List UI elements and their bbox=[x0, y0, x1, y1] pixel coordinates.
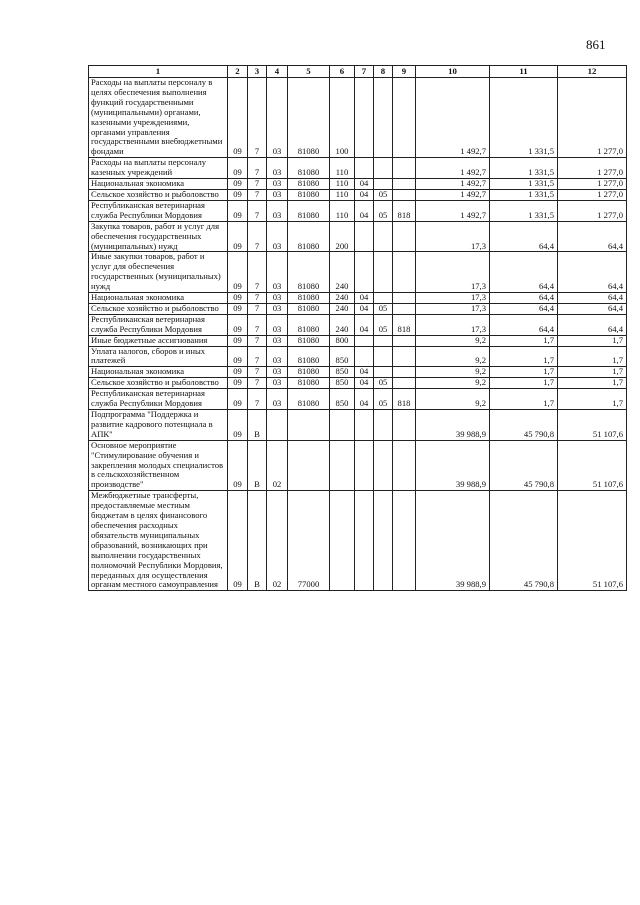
row-value-cell: 64,4 bbox=[558, 252, 627, 293]
row-value-cell: 1 331,5 bbox=[490, 158, 558, 179]
row-value-cell: 17,3 bbox=[416, 252, 490, 293]
row-value-cell: В bbox=[248, 440, 267, 491]
row-name-cell: Межбюджетные трансферты, предоставляемые местным бюджетам в целях финансового обеспечения расходных обязательств муниципальных образований, возникающих при выполнении государственных полномочий Республики Мордовия, переданных для осуществления органам местного самоуправления bbox=[89, 491, 228, 591]
table-row bbox=[89, 221, 627, 252]
row-value-cell: 81080 bbox=[288, 378, 330, 389]
row-value-cell: 05 bbox=[374, 200, 393, 221]
table-row bbox=[89, 200, 627, 221]
row-value-cell: 1 277,0 bbox=[558, 158, 627, 179]
row-value-cell: 05 bbox=[374, 389, 393, 410]
row-value-cell bbox=[374, 440, 393, 491]
header-cell: 2 bbox=[228, 66, 248, 78]
row-value-cell: 04 bbox=[355, 293, 374, 304]
row-value-cell: 7 bbox=[248, 179, 267, 190]
table-row bbox=[89, 346, 627, 367]
row-value-cell: 51 107,6 bbox=[558, 410, 627, 441]
row-name-cell: Республиканская ветеринарная служба Республики Мордовия bbox=[89, 314, 228, 335]
row-value-cell: 1 492,7 bbox=[416, 179, 490, 190]
row-value-cell: 64,4 bbox=[490, 252, 558, 293]
row-value-cell: 45 790,8 bbox=[490, 491, 558, 591]
row-name-cell: Иные закупки товаров, работ и услуг для обеспечения государственных (муниципальных) нужд bbox=[89, 252, 228, 293]
table-row bbox=[89, 389, 627, 410]
row-value-cell bbox=[374, 346, 393, 367]
row-value-cell: 1,7 bbox=[558, 335, 627, 346]
row-value-cell: 81080 bbox=[288, 78, 330, 158]
row-value-cell: 09 bbox=[228, 491, 248, 591]
row-name-cell: Расходы на выплаты персоналу казенных учреждений bbox=[89, 158, 228, 179]
row-value-cell: 81080 bbox=[288, 346, 330, 367]
row-value-cell: 39 988,9 bbox=[416, 440, 490, 491]
row-value-cell: 818 bbox=[393, 200, 416, 221]
row-value-cell: 1,7 bbox=[490, 335, 558, 346]
row-value-cell bbox=[355, 252, 374, 293]
table-row bbox=[89, 158, 627, 179]
header-cell: 7 bbox=[355, 66, 374, 78]
table-row bbox=[89, 410, 627, 441]
row-value-cell: 09 bbox=[228, 293, 248, 304]
row-value-cell bbox=[355, 335, 374, 346]
row-value-cell bbox=[288, 440, 330, 491]
row-value-cell: 09 bbox=[228, 303, 248, 314]
row-value-cell: 1 492,7 bbox=[416, 200, 490, 221]
row-value-cell bbox=[393, 440, 416, 491]
row-value-cell: 7 bbox=[248, 78, 267, 158]
row-value-cell bbox=[374, 293, 393, 304]
row-value-cell: В bbox=[248, 410, 267, 441]
row-value-cell: 9,2 bbox=[416, 367, 490, 378]
row-value-cell bbox=[374, 78, 393, 158]
header-cell: 9 bbox=[393, 66, 416, 78]
row-value-cell: 03 bbox=[267, 293, 288, 304]
row-value-cell: 03 bbox=[267, 200, 288, 221]
row-value-cell: 04 bbox=[355, 200, 374, 221]
row-value-cell: 09 bbox=[228, 221, 248, 252]
row-value-cell: 7 bbox=[248, 303, 267, 314]
row-name-cell: Национальная экономика bbox=[89, 367, 228, 378]
row-value-cell: 03 bbox=[267, 367, 288, 378]
row-value-cell: 09 bbox=[228, 389, 248, 410]
header-row bbox=[89, 66, 627, 78]
row-value-cell: 03 bbox=[267, 335, 288, 346]
row-value-cell: 110 bbox=[330, 158, 355, 179]
row-value-cell: 09 bbox=[228, 78, 248, 158]
row-value-cell: 7 bbox=[248, 389, 267, 410]
row-value-cell bbox=[393, 221, 416, 252]
row-value-cell: 1 277,0 bbox=[558, 78, 627, 158]
row-value-cell: 240 bbox=[330, 303, 355, 314]
row-value-cell: 51 107,6 bbox=[558, 440, 627, 491]
row-value-cell bbox=[393, 378, 416, 389]
row-value-cell: 09 bbox=[228, 200, 248, 221]
header-cell: 3 bbox=[248, 66, 267, 78]
row-value-cell: 09 bbox=[228, 189, 248, 200]
row-value-cell: 03 bbox=[267, 378, 288, 389]
row-value-cell bbox=[374, 491, 393, 591]
row-value-cell: 77000 bbox=[288, 491, 330, 591]
row-value-cell: 04 bbox=[355, 378, 374, 389]
row-value-cell: 81080 bbox=[288, 158, 330, 179]
row-name-cell: Республиканская ветеринарная служба Республики Мордовия bbox=[89, 200, 228, 221]
row-value-cell: 81080 bbox=[288, 189, 330, 200]
row-value-cell bbox=[355, 410, 374, 441]
page-number: 861 bbox=[586, 37, 606, 52]
row-value-cell: 81080 bbox=[288, 179, 330, 190]
row-value-cell bbox=[393, 252, 416, 293]
row-value-cell: 100 bbox=[330, 78, 355, 158]
row-value-cell: В bbox=[248, 491, 267, 591]
row-value-cell: 7 bbox=[248, 293, 267, 304]
row-value-cell: 1 331,5 bbox=[490, 78, 558, 158]
row-value-cell: 240 bbox=[330, 293, 355, 304]
row-value-cell: 64,4 bbox=[558, 221, 627, 252]
row-value-cell bbox=[267, 410, 288, 441]
row-value-cell bbox=[374, 335, 393, 346]
row-value-cell bbox=[393, 367, 416, 378]
row-value-cell bbox=[374, 158, 393, 179]
header-cell: 10 bbox=[416, 66, 490, 78]
row-value-cell: 64,4 bbox=[490, 303, 558, 314]
row-value-cell bbox=[393, 179, 416, 190]
row-value-cell: 1,7 bbox=[558, 378, 627, 389]
row-value-cell: 7 bbox=[248, 314, 267, 335]
table-row bbox=[89, 293, 627, 304]
row-value-cell: 09 bbox=[228, 440, 248, 491]
row-value-cell: 7 bbox=[248, 252, 267, 293]
row-value-cell: 850 bbox=[330, 378, 355, 389]
row-value-cell bbox=[374, 221, 393, 252]
row-value-cell: 81080 bbox=[288, 252, 330, 293]
row-name-cell: Сельское хозяйство и рыболовство bbox=[89, 189, 228, 200]
header-cell: 5 bbox=[288, 66, 330, 78]
row-value-cell: 64,4 bbox=[490, 221, 558, 252]
row-value-cell bbox=[393, 78, 416, 158]
row-value-cell: 7 bbox=[248, 200, 267, 221]
row-value-cell: 1 492,7 bbox=[416, 78, 490, 158]
budget-table bbox=[88, 65, 627, 591]
row-value-cell: 81080 bbox=[288, 303, 330, 314]
row-name-cell: Закупка товаров, работ и услуг для обеспечения государственных (муниципальных) нужд bbox=[89, 221, 228, 252]
row-value-cell bbox=[355, 221, 374, 252]
row-value-cell bbox=[374, 179, 393, 190]
header-cell: 6 bbox=[330, 66, 355, 78]
row-value-cell: 1 331,5 bbox=[490, 179, 558, 190]
row-value-cell: 09 bbox=[228, 378, 248, 389]
row-value-cell: 110 bbox=[330, 200, 355, 221]
row-value-cell: 09 bbox=[228, 179, 248, 190]
row-value-cell bbox=[393, 491, 416, 591]
row-value-cell: 03 bbox=[267, 78, 288, 158]
row-value-cell: 64,4 bbox=[490, 293, 558, 304]
row-value-cell bbox=[393, 303, 416, 314]
row-name-cell: Национальная экономика bbox=[89, 179, 228, 190]
table-row bbox=[89, 252, 627, 293]
row-value-cell: 09 bbox=[228, 410, 248, 441]
row-value-cell: 03 bbox=[267, 252, 288, 293]
row-value-cell bbox=[393, 293, 416, 304]
row-value-cell: 850 bbox=[330, 367, 355, 378]
row-value-cell: 02 bbox=[267, 440, 288, 491]
row-value-cell bbox=[374, 252, 393, 293]
row-value-cell bbox=[355, 491, 374, 591]
row-value-cell: 64,4 bbox=[558, 293, 627, 304]
row-value-cell: 04 bbox=[355, 189, 374, 200]
row-value-cell: 110 bbox=[330, 189, 355, 200]
row-value-cell: 51 107,6 bbox=[558, 491, 627, 591]
row-value-cell: 81080 bbox=[288, 200, 330, 221]
row-value-cell: 05 bbox=[374, 303, 393, 314]
row-value-cell: 7 bbox=[248, 158, 267, 179]
row-value-cell: 05 bbox=[374, 378, 393, 389]
row-value-cell: 1,7 bbox=[490, 378, 558, 389]
row-name-cell: Сельское хозяйство и рыболовство bbox=[89, 303, 228, 314]
row-value-cell: 03 bbox=[267, 189, 288, 200]
row-value-cell: 81080 bbox=[288, 314, 330, 335]
row-value-cell: 09 bbox=[228, 335, 248, 346]
row-name-cell: Расходы на выплаты персоналу в целях обеспечения выполнения функций государственными (муниципальными) органами, казенными учреждениями, органами управления государственными внебюджетными фондами bbox=[89, 78, 228, 158]
row-name-cell: Сельское хозяйство и рыболовство bbox=[89, 378, 228, 389]
row-value-cell: 1,7 bbox=[558, 367, 627, 378]
row-value-cell: 1,7 bbox=[558, 389, 627, 410]
row-name-cell: Основное мероприятие "Стимулирование обучения и закрепления молодых специалистов в сельскохозяйственном производстве" bbox=[89, 440, 228, 491]
row-name-cell: Иные бюджетные ассигнования bbox=[89, 335, 228, 346]
row-value-cell: 240 bbox=[330, 252, 355, 293]
row-value-cell: 09 bbox=[228, 252, 248, 293]
header-cell: 12 bbox=[558, 66, 627, 78]
header-cell: 1 bbox=[89, 66, 228, 78]
row-value-cell: 03 bbox=[267, 158, 288, 179]
table-row bbox=[89, 367, 627, 378]
row-value-cell: 1 492,7 bbox=[416, 158, 490, 179]
row-value-cell: 64,4 bbox=[558, 303, 627, 314]
row-value-cell bbox=[330, 410, 355, 441]
row-value-cell: 818 bbox=[393, 314, 416, 335]
row-value-cell: 81080 bbox=[288, 389, 330, 410]
row-name-cell: Уплата налогов, сборов и иных платежей bbox=[89, 346, 228, 367]
row-value-cell: 03 bbox=[267, 221, 288, 252]
row-value-cell: 1 331,5 bbox=[490, 200, 558, 221]
row-value-cell bbox=[393, 335, 416, 346]
table-row bbox=[89, 179, 627, 190]
row-value-cell: 7 bbox=[248, 221, 267, 252]
row-value-cell: 110 bbox=[330, 179, 355, 190]
row-value-cell: 64,4 bbox=[490, 314, 558, 335]
row-value-cell: 03 bbox=[267, 179, 288, 190]
row-value-cell: 1 277,0 bbox=[558, 200, 627, 221]
row-value-cell bbox=[393, 158, 416, 179]
row-value-cell bbox=[355, 78, 374, 158]
table-row bbox=[89, 189, 627, 200]
row-name-cell: Республиканская ветеринарная служба Республики Мордовия bbox=[89, 389, 228, 410]
row-value-cell bbox=[288, 410, 330, 441]
row-value-cell: 17,3 bbox=[416, 314, 490, 335]
row-value-cell: 1,7 bbox=[558, 346, 627, 367]
row-value-cell: 05 bbox=[374, 314, 393, 335]
row-value-cell bbox=[355, 346, 374, 367]
row-value-cell: 7 bbox=[248, 189, 267, 200]
table-row bbox=[89, 335, 627, 346]
row-value-cell: 04 bbox=[355, 314, 374, 335]
row-value-cell: 9,2 bbox=[416, 346, 490, 367]
table-row bbox=[89, 314, 627, 335]
header-cell: 11 bbox=[490, 66, 558, 78]
row-value-cell bbox=[374, 410, 393, 441]
row-value-cell: 7 bbox=[248, 378, 267, 389]
row-value-cell: 1,7 bbox=[490, 367, 558, 378]
row-value-cell: 04 bbox=[355, 389, 374, 410]
row-value-cell bbox=[355, 158, 374, 179]
row-value-cell: 9,2 bbox=[416, 378, 490, 389]
row-name-cell: Подпрограмма "Поддержка и развитие кадрового потенциала в АПК" bbox=[89, 410, 228, 441]
row-value-cell: 04 bbox=[355, 367, 374, 378]
row-value-cell bbox=[393, 410, 416, 441]
table-row bbox=[89, 303, 627, 314]
row-name-cell: Национальная экономика bbox=[89, 293, 228, 304]
row-value-cell: 04 bbox=[355, 179, 374, 190]
row-value-cell: 7 bbox=[248, 367, 267, 378]
row-value-cell: 800 bbox=[330, 335, 355, 346]
row-value-cell: 03 bbox=[267, 346, 288, 367]
row-value-cell: 39 988,9 bbox=[416, 491, 490, 591]
row-value-cell: 850 bbox=[330, 346, 355, 367]
row-value-cell: 17,3 bbox=[416, 293, 490, 304]
table-row bbox=[89, 440, 627, 491]
header-cell: 8 bbox=[374, 66, 393, 78]
row-value-cell bbox=[393, 346, 416, 367]
row-value-cell: 09 bbox=[228, 158, 248, 179]
row-value-cell: 9,2 bbox=[416, 389, 490, 410]
row-value-cell bbox=[330, 491, 355, 591]
row-value-cell: 17,3 bbox=[416, 221, 490, 252]
row-value-cell: 200 bbox=[330, 221, 355, 252]
row-value-cell: 05 bbox=[374, 189, 393, 200]
row-value-cell: 02 bbox=[267, 491, 288, 591]
row-value-cell: 81080 bbox=[288, 293, 330, 304]
table-row bbox=[89, 78, 627, 158]
row-value-cell: 1,7 bbox=[490, 346, 558, 367]
table-row bbox=[89, 378, 627, 389]
row-value-cell: 09 bbox=[228, 367, 248, 378]
row-value-cell: 1 492,7 bbox=[416, 189, 490, 200]
row-value-cell: 81080 bbox=[288, 367, 330, 378]
row-value-cell: 03 bbox=[267, 314, 288, 335]
table-row bbox=[89, 491, 627, 591]
row-value-cell: 850 bbox=[330, 389, 355, 410]
row-value-cell bbox=[374, 367, 393, 378]
row-value-cell: 04 bbox=[355, 303, 374, 314]
row-value-cell: 1,7 bbox=[490, 389, 558, 410]
row-value-cell: 81080 bbox=[288, 335, 330, 346]
row-value-cell: 03 bbox=[267, 389, 288, 410]
row-value-cell: 64,4 bbox=[558, 314, 627, 335]
row-value-cell: 818 bbox=[393, 389, 416, 410]
row-value-cell bbox=[393, 189, 416, 200]
row-value-cell: 17,3 bbox=[416, 303, 490, 314]
row-value-cell: 45 790,8 bbox=[490, 410, 558, 441]
row-value-cell: 03 bbox=[267, 303, 288, 314]
row-value-cell: 1 331,5 bbox=[490, 189, 558, 200]
row-value-cell bbox=[330, 440, 355, 491]
row-value-cell: 7 bbox=[248, 346, 267, 367]
row-value-cell: 1 277,0 bbox=[558, 179, 627, 190]
row-value-cell bbox=[355, 440, 374, 491]
row-value-cell: 45 790,8 bbox=[490, 440, 558, 491]
row-value-cell: 1 277,0 bbox=[558, 189, 627, 200]
row-value-cell: 9,2 bbox=[416, 335, 490, 346]
row-value-cell: 240 bbox=[330, 314, 355, 335]
row-value-cell: 7 bbox=[248, 335, 267, 346]
row-value-cell: 09 bbox=[228, 346, 248, 367]
row-value-cell: 81080 bbox=[288, 221, 330, 252]
row-value-cell: 09 bbox=[228, 314, 248, 335]
row-value-cell: 39 988,9 bbox=[416, 410, 490, 441]
header-cell: 4 bbox=[267, 66, 288, 78]
